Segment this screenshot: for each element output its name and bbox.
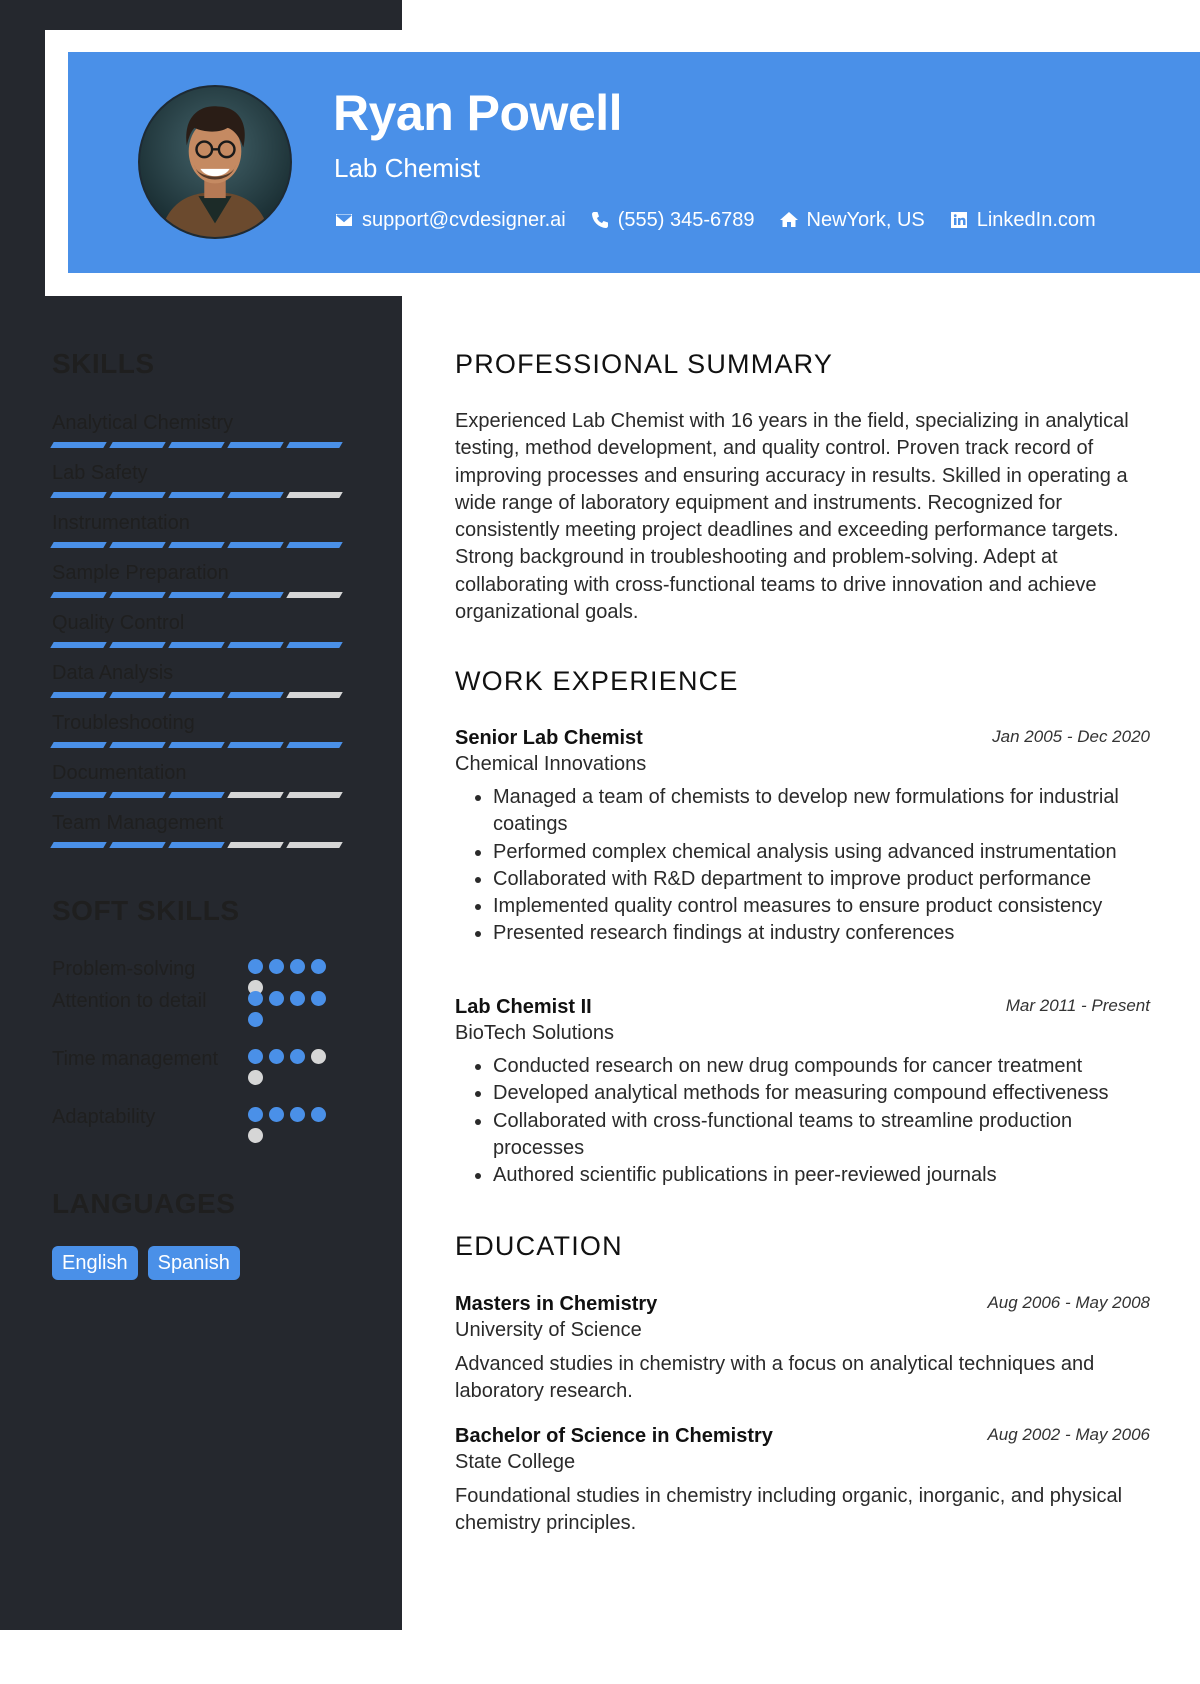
skill-level-segment <box>227 742 283 748</box>
skill-level-segment <box>286 542 342 548</box>
job-bullet: • Conducted research on new drug compounds for cancer treatment <box>493 1053 1150 1080</box>
skill-level-segment <box>109 492 165 498</box>
job-company: BioTech Solutions <box>455 1022 614 1044</box>
soft-skill-rating <box>248 1107 338 1143</box>
skill-row <box>52 712 352 762</box>
skill-level-segment <box>50 792 106 798</box>
skill-level-segment <box>286 642 342 648</box>
soft-skills-section <box>52 897 352 925</box>
education-description: Foundational studies in chemistry including organic, inorganic, and physical chemistry principles. <box>455 1485 1123 1535</box>
rating-dot <box>248 959 263 974</box>
skill-level-segment <box>109 792 165 798</box>
job-bullets <box>455 1053 1150 1189</box>
skill-name: Team Management <box>52 812 224 834</box>
skill-level-segment <box>50 542 106 548</box>
skill-level-bar <box>52 542 352 548</box>
rating-dot <box>269 1049 284 1064</box>
job-bullets <box>455 784 1150 948</box>
soft-skill-name: Problem-solving <box>52 958 196 980</box>
skill-name: Lab Safety <box>52 462 148 484</box>
education-degree: Bachelor of Science in Chemistry <box>455 1425 773 1447</box>
job-bullet: • Developed analytical methods for measuring compound effectiveness <box>493 1080 1150 1107</box>
contact-location-text: NewYork, US <box>806 209 925 231</box>
skill-level-segment <box>50 442 106 448</box>
language-tag: Spanish <box>148 1246 240 1280</box>
skill-level-segment <box>286 492 342 498</box>
job-role: Lab Chemist II <box>455 996 592 1018</box>
job-bullet: • Managed a team of chemists to develop new formulations for industrial coatings <box>493 784 1150 839</box>
skill-level-segment <box>286 592 342 598</box>
soft-skills-list <box>52 955 352 1161</box>
contact-email[interactable] <box>334 208 566 232</box>
soft-skill-rating <box>248 991 338 1027</box>
candidate-title: Lab Chemist <box>334 153 480 183</box>
skill-level-segment <box>168 642 224 648</box>
job-bullet: • Implemented quality control measures to ensure product consistency <box>493 893 1150 920</box>
rating-dot <box>290 991 305 1006</box>
skill-name: Analytical Chemistry <box>52 412 234 434</box>
languages-section <box>52 1190 352 1218</box>
education-dates: Aug 2006 - May 2008 <box>987 1293 1150 1312</box>
soft-skill-row <box>52 1045 352 1103</box>
rating-dot <box>290 1107 305 1122</box>
skill-level-segment <box>286 842 342 848</box>
avatar-portrait <box>140 87 290 237</box>
header-banner <box>68 52 1200 273</box>
skill-level-bar <box>52 842 352 848</box>
skill-level-segment <box>227 842 283 848</box>
skill-level-segment <box>109 542 165 548</box>
rating-dot <box>269 1107 284 1122</box>
skill-level-bar <box>52 592 352 598</box>
skill-level-segment <box>109 442 165 448</box>
rating-dot <box>269 959 284 974</box>
skill-level-bar <box>52 642 352 648</box>
candidate-name: Ryan Powell <box>333 85 623 141</box>
skill-row <box>52 812 352 862</box>
skill-level-segment <box>227 542 283 548</box>
skill-name: Troubleshooting <box>52 712 195 734</box>
soft-skills-heading: SOFT SKILLS <box>52 895 240 926</box>
skill-level-segment <box>168 492 224 498</box>
soft-skill-rating <box>248 1049 338 1085</box>
education-entry <box>455 1291 1150 1406</box>
skills-list <box>52 412 352 862</box>
soft-skill-row <box>52 1103 352 1161</box>
contact-email-text: support@cvdesigner.ai <box>362 209 566 231</box>
contact-linkedin[interactable] <box>949 208 1096 232</box>
education-school: State College <box>455 1451 576 1473</box>
contact-phone-text: (555) 345-6789 <box>617 209 755 231</box>
skill-row <box>52 662 352 712</box>
job-bullet: • Performed complex chemical analysis using advanced instrumentation <box>493 839 1150 866</box>
skill-level-segment <box>109 592 165 598</box>
skill-level-segment <box>50 742 106 748</box>
skill-name: Instrumentation <box>52 512 190 534</box>
skill-level-bar <box>52 692 352 698</box>
job-entry <box>455 994 1150 1189</box>
education-school: University of Science <box>455 1319 642 1341</box>
skill-name: Data Analysis <box>52 662 174 684</box>
skill-level-segment <box>168 592 224 598</box>
skill-level-bar <box>52 792 352 798</box>
rating-dot <box>248 1070 263 1085</box>
home-icon <box>779 210 799 230</box>
skill-level-segment <box>227 642 283 648</box>
skill-row <box>52 412 352 462</box>
soft-skill-name: Time management <box>52 1048 218 1070</box>
skill-level-segment <box>50 842 106 848</box>
rating-dot <box>311 1107 326 1122</box>
skill-name: Sample Preparation <box>52 562 229 584</box>
contact-row <box>334 208 1096 232</box>
rating-dot <box>248 1107 263 1122</box>
education-degree: Masters in Chemistry <box>455 1293 658 1315</box>
rating-dot <box>290 1049 305 1064</box>
skill-level-segment <box>50 592 106 598</box>
skill-level-segment <box>109 642 165 648</box>
language-tag: English <box>52 1246 138 1280</box>
skill-level-bar <box>52 742 352 748</box>
skill-level-segment <box>227 792 283 798</box>
job-bullet: • Collaborated with R&D department to improve product performance <box>493 866 1150 893</box>
skill-name: Documentation <box>52 762 187 784</box>
rating-dot <box>248 1049 263 1064</box>
languages-heading: LANGUAGES <box>52 1188 236 1219</box>
rating-dot <box>290 959 305 974</box>
education-entry <box>455 1423 1150 1538</box>
job-bullet: • Presented research findings at industry conferences <box>493 920 1150 947</box>
rating-dot <box>248 1128 263 1143</box>
job-company: Chemical Innovations <box>455 753 647 775</box>
skill-level-segment <box>227 492 283 498</box>
education-dates: Aug 2002 - May 2006 <box>987 1425 1150 1444</box>
contact-linkedin-text: LinkedIn.com <box>976 209 1096 231</box>
job-dates: Jan 2005 - Dec 2020 <box>992 727 1150 746</box>
rating-dot <box>248 991 263 1006</box>
rating-dot <box>311 991 326 1006</box>
skills-section <box>52 350 352 378</box>
skill-row <box>52 612 352 662</box>
skill-row <box>52 512 352 562</box>
skill-level-segment <box>50 492 106 498</box>
skill-name: Quality Control <box>52 612 185 634</box>
rating-dot <box>269 991 284 1006</box>
envelope-icon <box>334 210 354 230</box>
soft-skill-row <box>52 987 352 1045</box>
contact-phone[interactable] <box>590 208 755 232</box>
job-dates: Mar 2011 - Present <box>1005 996 1150 1015</box>
skill-level-segment <box>109 692 165 698</box>
skill-level-segment <box>227 592 283 598</box>
summary-heading: PROFESSIONAL SUMMARY <box>455 349 834 379</box>
skill-level-segment <box>286 692 342 698</box>
skill-level-segment <box>168 692 224 698</box>
linkedin-icon <box>949 210 969 230</box>
skill-row <box>52 562 352 612</box>
skill-level-segment <box>50 692 106 698</box>
job-entry <box>455 725 1150 948</box>
languages-list <box>52 1246 240 1280</box>
skill-level-segment <box>109 742 165 748</box>
skill-level-segment <box>50 642 106 648</box>
experience-heading: WORK EXPERIENCE <box>455 666 739 696</box>
contact-location <box>779 208 925 232</box>
skill-level-segment <box>227 692 283 698</box>
avatar <box>138 85 292 239</box>
skill-row <box>52 762 352 812</box>
skill-level-bar <box>52 442 352 448</box>
skill-level-segment <box>168 842 224 848</box>
education-heading: EDUCATION <box>455 1231 623 1261</box>
skill-level-segment <box>168 792 224 798</box>
skill-level-bar <box>52 492 352 498</box>
skill-row <box>52 462 352 512</box>
job-bullet: • Collaborated with cross-functional teams to streamline production processes <box>493 1108 1150 1163</box>
soft-skill-name: Attention to detail <box>52 990 207 1012</box>
soft-skill-row <box>52 955 352 987</box>
job-role: Senior Lab Chemist <box>455 727 643 749</box>
rating-dot <box>311 1049 326 1064</box>
rating-dot <box>248 1012 263 1027</box>
skill-level-segment <box>168 542 224 548</box>
soft-skill-name: Adaptability <box>52 1106 156 1128</box>
skill-level-segment <box>286 442 342 448</box>
skill-level-segment <box>109 842 165 848</box>
skill-level-segment <box>227 442 283 448</box>
skill-level-segment <box>168 742 224 748</box>
skill-level-segment <box>286 742 342 748</box>
education-description: Advanced studies in chemistry with a focus on analytical techniques and laboratory research. <box>455 1353 1095 1403</box>
job-bullet: • Authored scientific publications in peer-reviewed journals <box>493 1162 1150 1189</box>
skill-level-segment <box>286 792 342 798</box>
phone-icon <box>590 210 610 230</box>
skills-heading: SKILLS <box>52 348 155 379</box>
skill-level-segment <box>168 442 224 448</box>
summary-text: Experienced Lab Chemist with 16 years in the field, specializing in analytical testing, method development, and quality control. Proven track record of improving processes and ensuring accuracy in results. Skilled in operating a wide range of laboratory equipment and instruments. Recognized for consistently meeting project deadlines and exceeding performance targets. Strong background in troubleshooting and problem-solving. Adept at collaborating with cross-functional teams to drive innovation and achieve organizational goals. <box>455 410 1129 624</box>
rating-dot <box>311 959 326 974</box>
